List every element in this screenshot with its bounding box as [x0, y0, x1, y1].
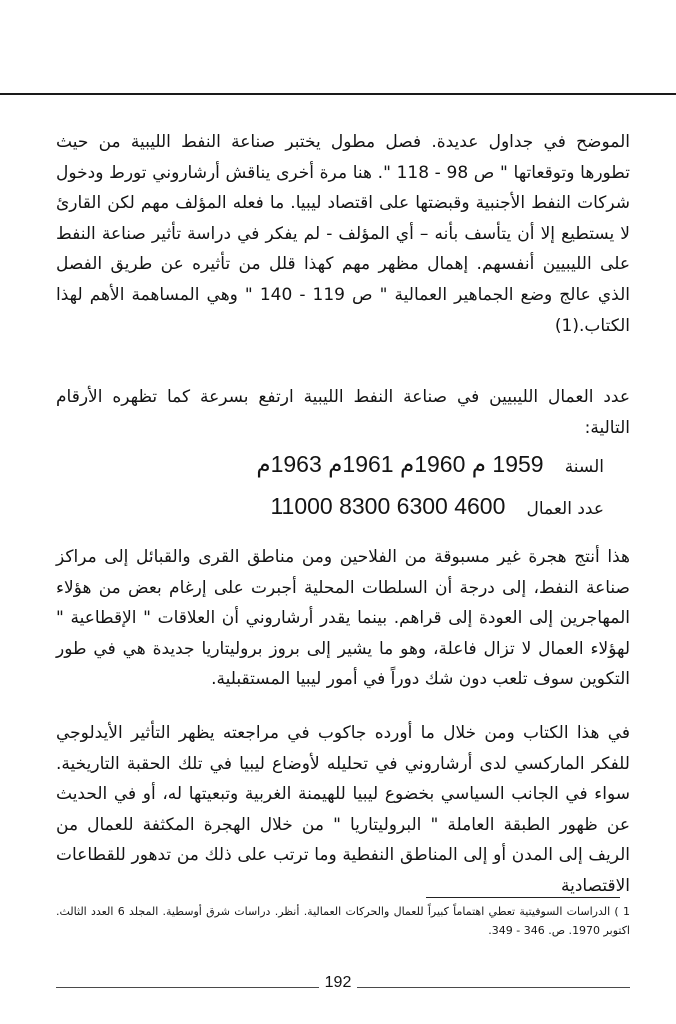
worker-values: 4600 6300 8300 11000 [270, 493, 506, 519]
paragraph-3: هذا أنتج هجرة غير مسبوقة من الفلاحين ومن مناطق القرى والقبائل إلى مراكز صناعة النفط، إلى درجة أن السلطات المحلية أجبرت على إرغام بعض من هؤلاء المهاجرين إلى العودة إلى قراهم. بينما يقدر أرشاروني أن العلاقات " الإقطاعية " لهؤلاء العمال لا تزال فاعلة، وهو ما يشير إلى بروز بروليتاريا جديدة هي في طور التكوين سوف تلعب دون شك دوراً في أمور ليبيا المستقبلية. [56, 547, 630, 690]
paragraph-1: الموضح في جداول عديدة. فصل مطول يختبر صناعة النفط الليبية من حيث تطورها وتوقعاتها " ص 98 - 118 ". هنا مرة أخرى يناقش أرشاروني تورط ودخول شركات النفط الأجنبية وقبضتها على اقتصاد ليبيا. ما فعله المؤلف مهم لكن القارئ لا يستطيع إلا أن يتأسف بأنه – أي المؤلف - لم يفكر في دراسة تأثير صناعة النفط على الليبيين أنفسهم. إهمال مظهر مهم كهذا قلل من تأثيره عن طريق الفصل الذي عالج وضع الجماهير العمالية " ص 119 - 140 " وهي المساهمة الأهم لهذا الكتاب.(1) [56, 132, 630, 336]
page-number: 192 [319, 974, 358, 991]
table-row-workers [270, 493, 604, 520]
page-number-container [0, 974, 676, 992]
paragraph-4: في هذا الكتاب ومن خلال ما أورده جاكوب في مراجعته يظهر التأثير الأيدلوجي للفكر الماركسي لدى أرشاروني في تحليله لأوضاع ليبيا في تلك الحقبة التاريخية. سواء في الجانب السياسي بخضوع ليبيا للهيمنة الغربية وتبعيتها له، أو في الحديث عن ظهور الطبقة العاملة " البروليتاريا " من خلال الهجرة المكثفة للعمال من الريف إلى المدن أو إلى المناطق النفطية وما ترتب على ذلك من تدهور للقطاعات الاقتصادية [56, 723, 630, 896]
footnote: 1 ) الدراسات السوفيتية تعطي اهتماماً كبيراً للعمال والحركات العمالية. أنظر. دراسات شرق أوسطية. المجلد 6 العدد الثالث. اكتوبر 1970. ص. 346 - 349. [56, 905, 631, 937]
top-rule [0, 93, 676, 95]
footnote-rule [426, 897, 620, 898]
year-values: 1959 م 1960م 1961م 1963م [256, 451, 544, 477]
table-row-years [256, 451, 604, 478]
paragraph-2: عدد العمال الليبيين في صناعة النفط الليبية ارتفع بسرعة كما تظهره الأرقام التالية: [56, 387, 630, 438]
workers-label: عدد العمال [526, 499, 604, 519]
year-label: السنة [564, 457, 604, 477]
